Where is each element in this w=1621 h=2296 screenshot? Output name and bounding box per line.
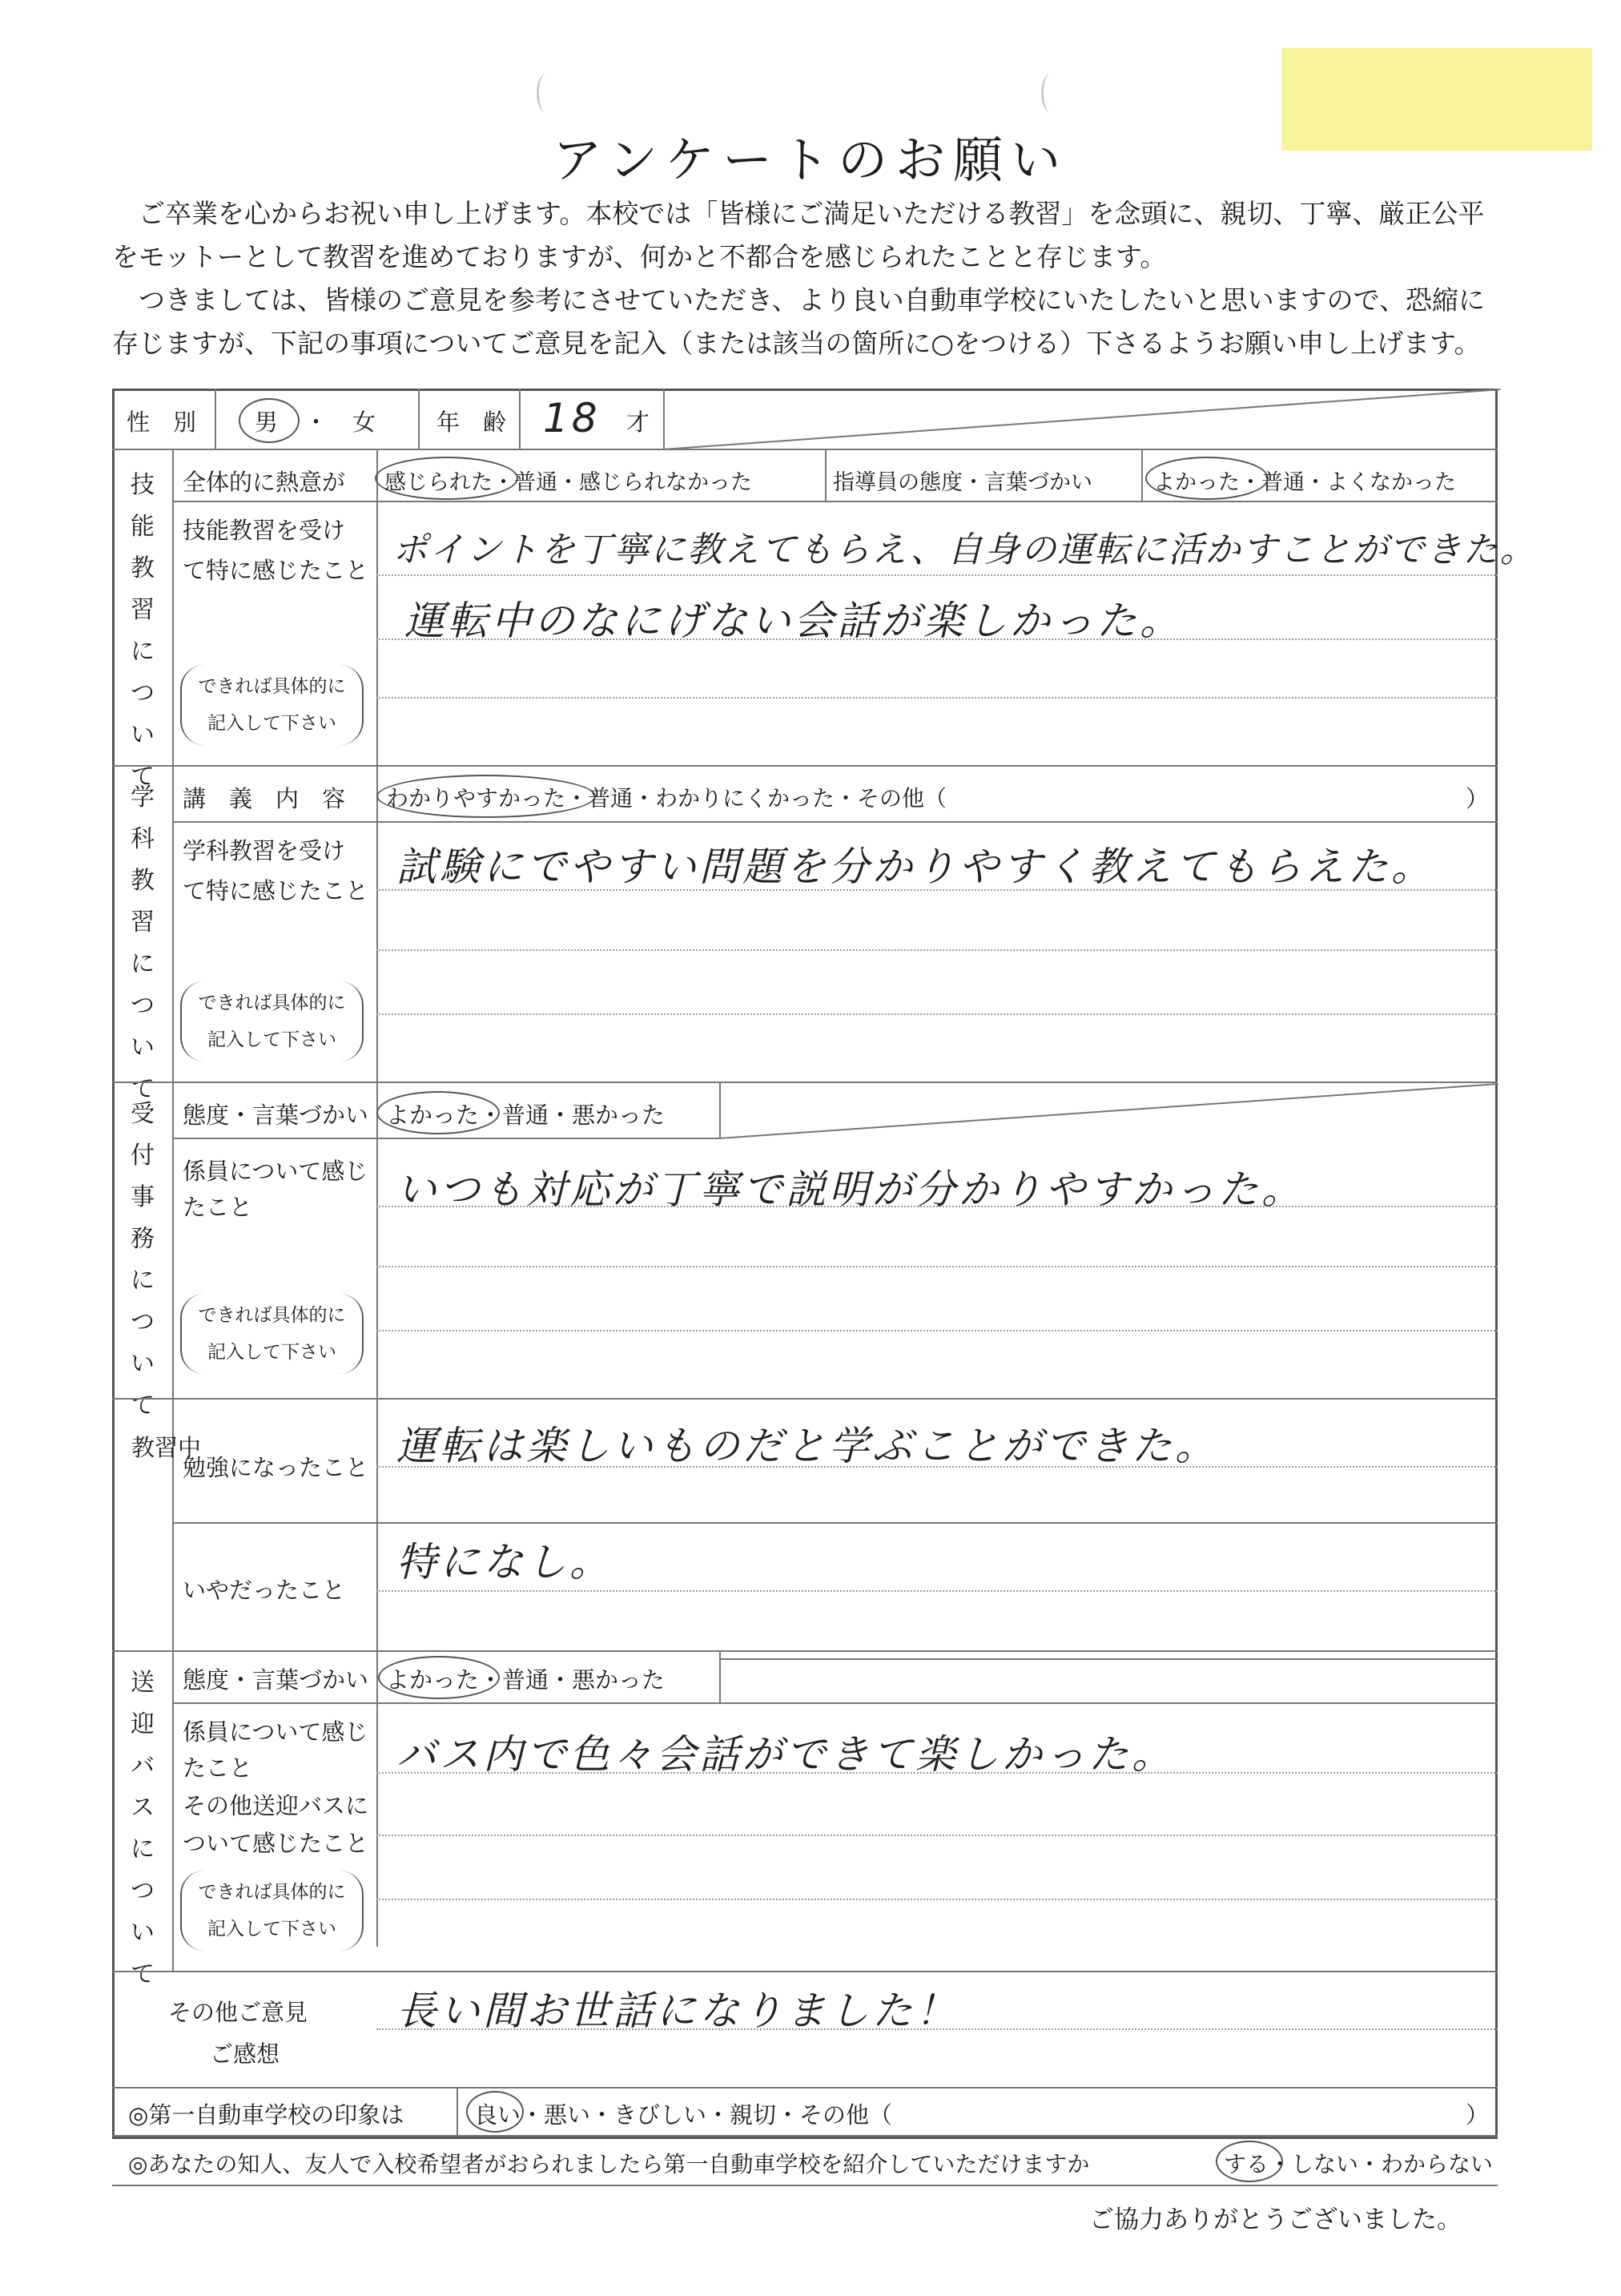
bus-attitude-label: 態度・言葉づかい [183, 1666, 369, 1694]
gender-dot: ・ [304, 409, 328, 436]
write-line [376, 1013, 1498, 1015]
divider [519, 389, 521, 449]
divider [172, 1702, 1498, 1704]
intro-line-2: をモットーとして教習を進めておりますが、何かと不都合を感じられたことと存じます。 [112, 241, 1167, 272]
bus-staff-label-2: たこと [183, 1754, 253, 1782]
reception-attitude-options[interactable]: よかった・普通・悪かった [386, 1102, 666, 1129]
divider [418, 389, 420, 449]
divider [112, 2185, 1498, 2186]
section-divider [172, 449, 174, 1971]
intro-line-4: 存じますが、下記の事項についてご意見を記入（または該当の箇所に○をつける）下さるようお願い申し上げます。 [112, 328, 1481, 359]
impression-close: ） [1466, 2101, 1490, 2129]
gender-female[interactable]: 女 [352, 409, 376, 436]
write-line [376, 1330, 1498, 1331]
lecture-close: ） [1466, 785, 1490, 812]
section-label-during: 教習中 [131, 1434, 202, 1461]
reception-staff-label-1: 係員について感じ [183, 1158, 368, 1185]
thanks-text: ご協力ありがとうございました。 [1089, 2205, 1462, 2234]
specific-note: できれば具体的に 記入して下さい [180, 665, 364, 745]
write-line [376, 1899, 1498, 1900]
bus-staff-label-4: ついて感じたこと [183, 1830, 369, 1857]
punch-hole-left [537, 74, 555, 112]
skill-answer-1[interactable]: ポイントを丁寧に教えてもらえ、自身の運転に活かすことができた。 [392, 530, 1537, 570]
learned-label: 勉強になったこと [183, 1454, 369, 1481]
punch-hole-right [1041, 74, 1060, 112]
feel-label-2: て特に感じたこと [183, 557, 369, 584]
divider [457, 2087, 458, 2135]
bus-answer-1[interactable]: バス内で色々会話ができて楽しかった。 [396, 1731, 1175, 1778]
divider [172, 821, 1498, 823]
specific-note: できれば具体的に 記入して下さい [180, 1871, 364, 1951]
enthusiasm-label: 全体的に熱意が [183, 469, 346, 496]
specific-note: できれば具体的に 記入して下さい [180, 1294, 364, 1374]
divider [172, 1138, 719, 1139]
academic-feel-label-2: て特に感じたこと [183, 877, 369, 904]
write-line [376, 1835, 1498, 1836]
write-line [376, 889, 1498, 891]
divider [663, 389, 665, 449]
page-title: アンケートのお願い [552, 131, 1069, 189]
section-divider [112, 1082, 1498, 1083]
bus-staff-label-1: 係員について感じ [183, 1718, 368, 1746]
divider [1141, 449, 1143, 501]
write-line [376, 638, 1498, 640]
write-line [376, 1206, 1498, 1207]
divider [719, 1082, 721, 1138]
other-label-1: その他ご意見 [168, 1999, 308, 2026]
gender-male[interactable]: 男 [255, 409, 279, 436]
enthusiasm-options[interactable]: 感じられた・普通・感じられなかった [384, 470, 752, 495]
section-divider [112, 765, 1498, 767]
divider [719, 1658, 1498, 1660]
label-divider [376, 449, 378, 1947]
disliked-answer[interactable]: 特になし。 [396, 1539, 613, 1585]
learned-answer[interactable]: 運転は楽しいものだと学ぶことができた。 [396, 1423, 1218, 1469]
age-label: 年 齢 [436, 409, 507, 436]
other-answer-1[interactable]: 長い間お世話になりました！ [396, 1988, 959, 2034]
section-label-reception: 受付事務について [131, 1100, 155, 1420]
divider [172, 501, 1498, 502]
write-line [376, 1466, 1498, 1468]
academic-answer-1[interactable]: 試験にでやすい問題を分かりやすく教えてもらえた。 [396, 844, 1434, 890]
age-unit: 才 [626, 409, 650, 436]
intro-line-1: ご卒業を心からお祝い申し上げます。本校では「皆様にご満足いただける教習」を念頭に、親切、丁寧、厳正公平 [112, 198, 1485, 229]
section-divider [112, 1971, 1498, 1972]
write-line [376, 574, 1498, 576]
section-label-academic: 学科教習について [131, 783, 155, 1103]
section-divider [112, 1398, 1498, 1400]
feel-label-1: 技能教習を受け [183, 517, 346, 544]
divider [172, 1522, 1498, 1524]
divider [825, 449, 827, 501]
intro-line-3: つきましては、皆様のご意見を参考にさせていただき、より良い自動車学校にいたしたいと思いますので、恐縮に [112, 284, 1486, 316]
lecture-label: 講 義 内 容 [183, 785, 346, 812]
section-label-bus: 送迎バスについて [131, 1669, 155, 1988]
write-line [376, 949, 1498, 951]
section-divider [112, 1650, 1498, 1652]
referral-options[interactable]: する・しない・わからない [1224, 2151, 1494, 2177]
write-line [376, 697, 1498, 699]
bus-attitude-options[interactable]: よかった・普通・悪かった [386, 1666, 666, 1694]
disliked-label: いやだったこと [183, 1577, 346, 1604]
section-label-skill: 技能教習について [131, 471, 155, 791]
section-divider [112, 2135, 1498, 2137]
reception-staff-label-2: たこと [183, 1194, 253, 1221]
write-line [376, 2028, 1498, 2030]
write-line [376, 1590, 1498, 1592]
lecture-options[interactable]: わかりやすかった・普通・わかりにくかった・その他（ [386, 785, 947, 812]
divider [215, 389, 216, 449]
skill-answer-2[interactable]: 運転中のなにげない会話が楽しかった。 [404, 598, 1183, 644]
academic-feel-label-1: 学科教習を受け [183, 837, 346, 864]
write-line [376, 1772, 1498, 1774]
specific-note: できれば具体的に 記入して下さい [180, 981, 364, 1061]
other-label-2: ご感想 [210, 2040, 280, 2068]
impression-options[interactable]: 良い・悪い・きびしい・親切・その他（ [474, 2101, 893, 2129]
attitude-label: 指導員の態度・言葉づかい [833, 470, 1092, 495]
reception-answer-1[interactable]: いつも対応が丁寧で説明が分かりやすかった。 [396, 1166, 1305, 1213]
section-divider [112, 2087, 1498, 2089]
reception-attitude-label: 態度・言葉づかい [183, 1102, 369, 1129]
referral-label: ◎あなたの知人、友人で入校希望者がおられましたら第一自動車学校を紹介していただけますか [128, 2151, 1090, 2177]
bus-staff-label-3: その他送迎バスに [183, 1792, 369, 1819]
attitude-options[interactable]: よかった・普通・よくなかった [1153, 470, 1456, 495]
write-line [376, 1266, 1498, 1267]
age-value[interactable]: 18 [543, 395, 601, 441]
impression-label: ◎第一自動車学校の印象は [128, 2101, 404, 2129]
divider [112, 449, 1498, 450]
gender-label: 性 別 [127, 409, 197, 436]
